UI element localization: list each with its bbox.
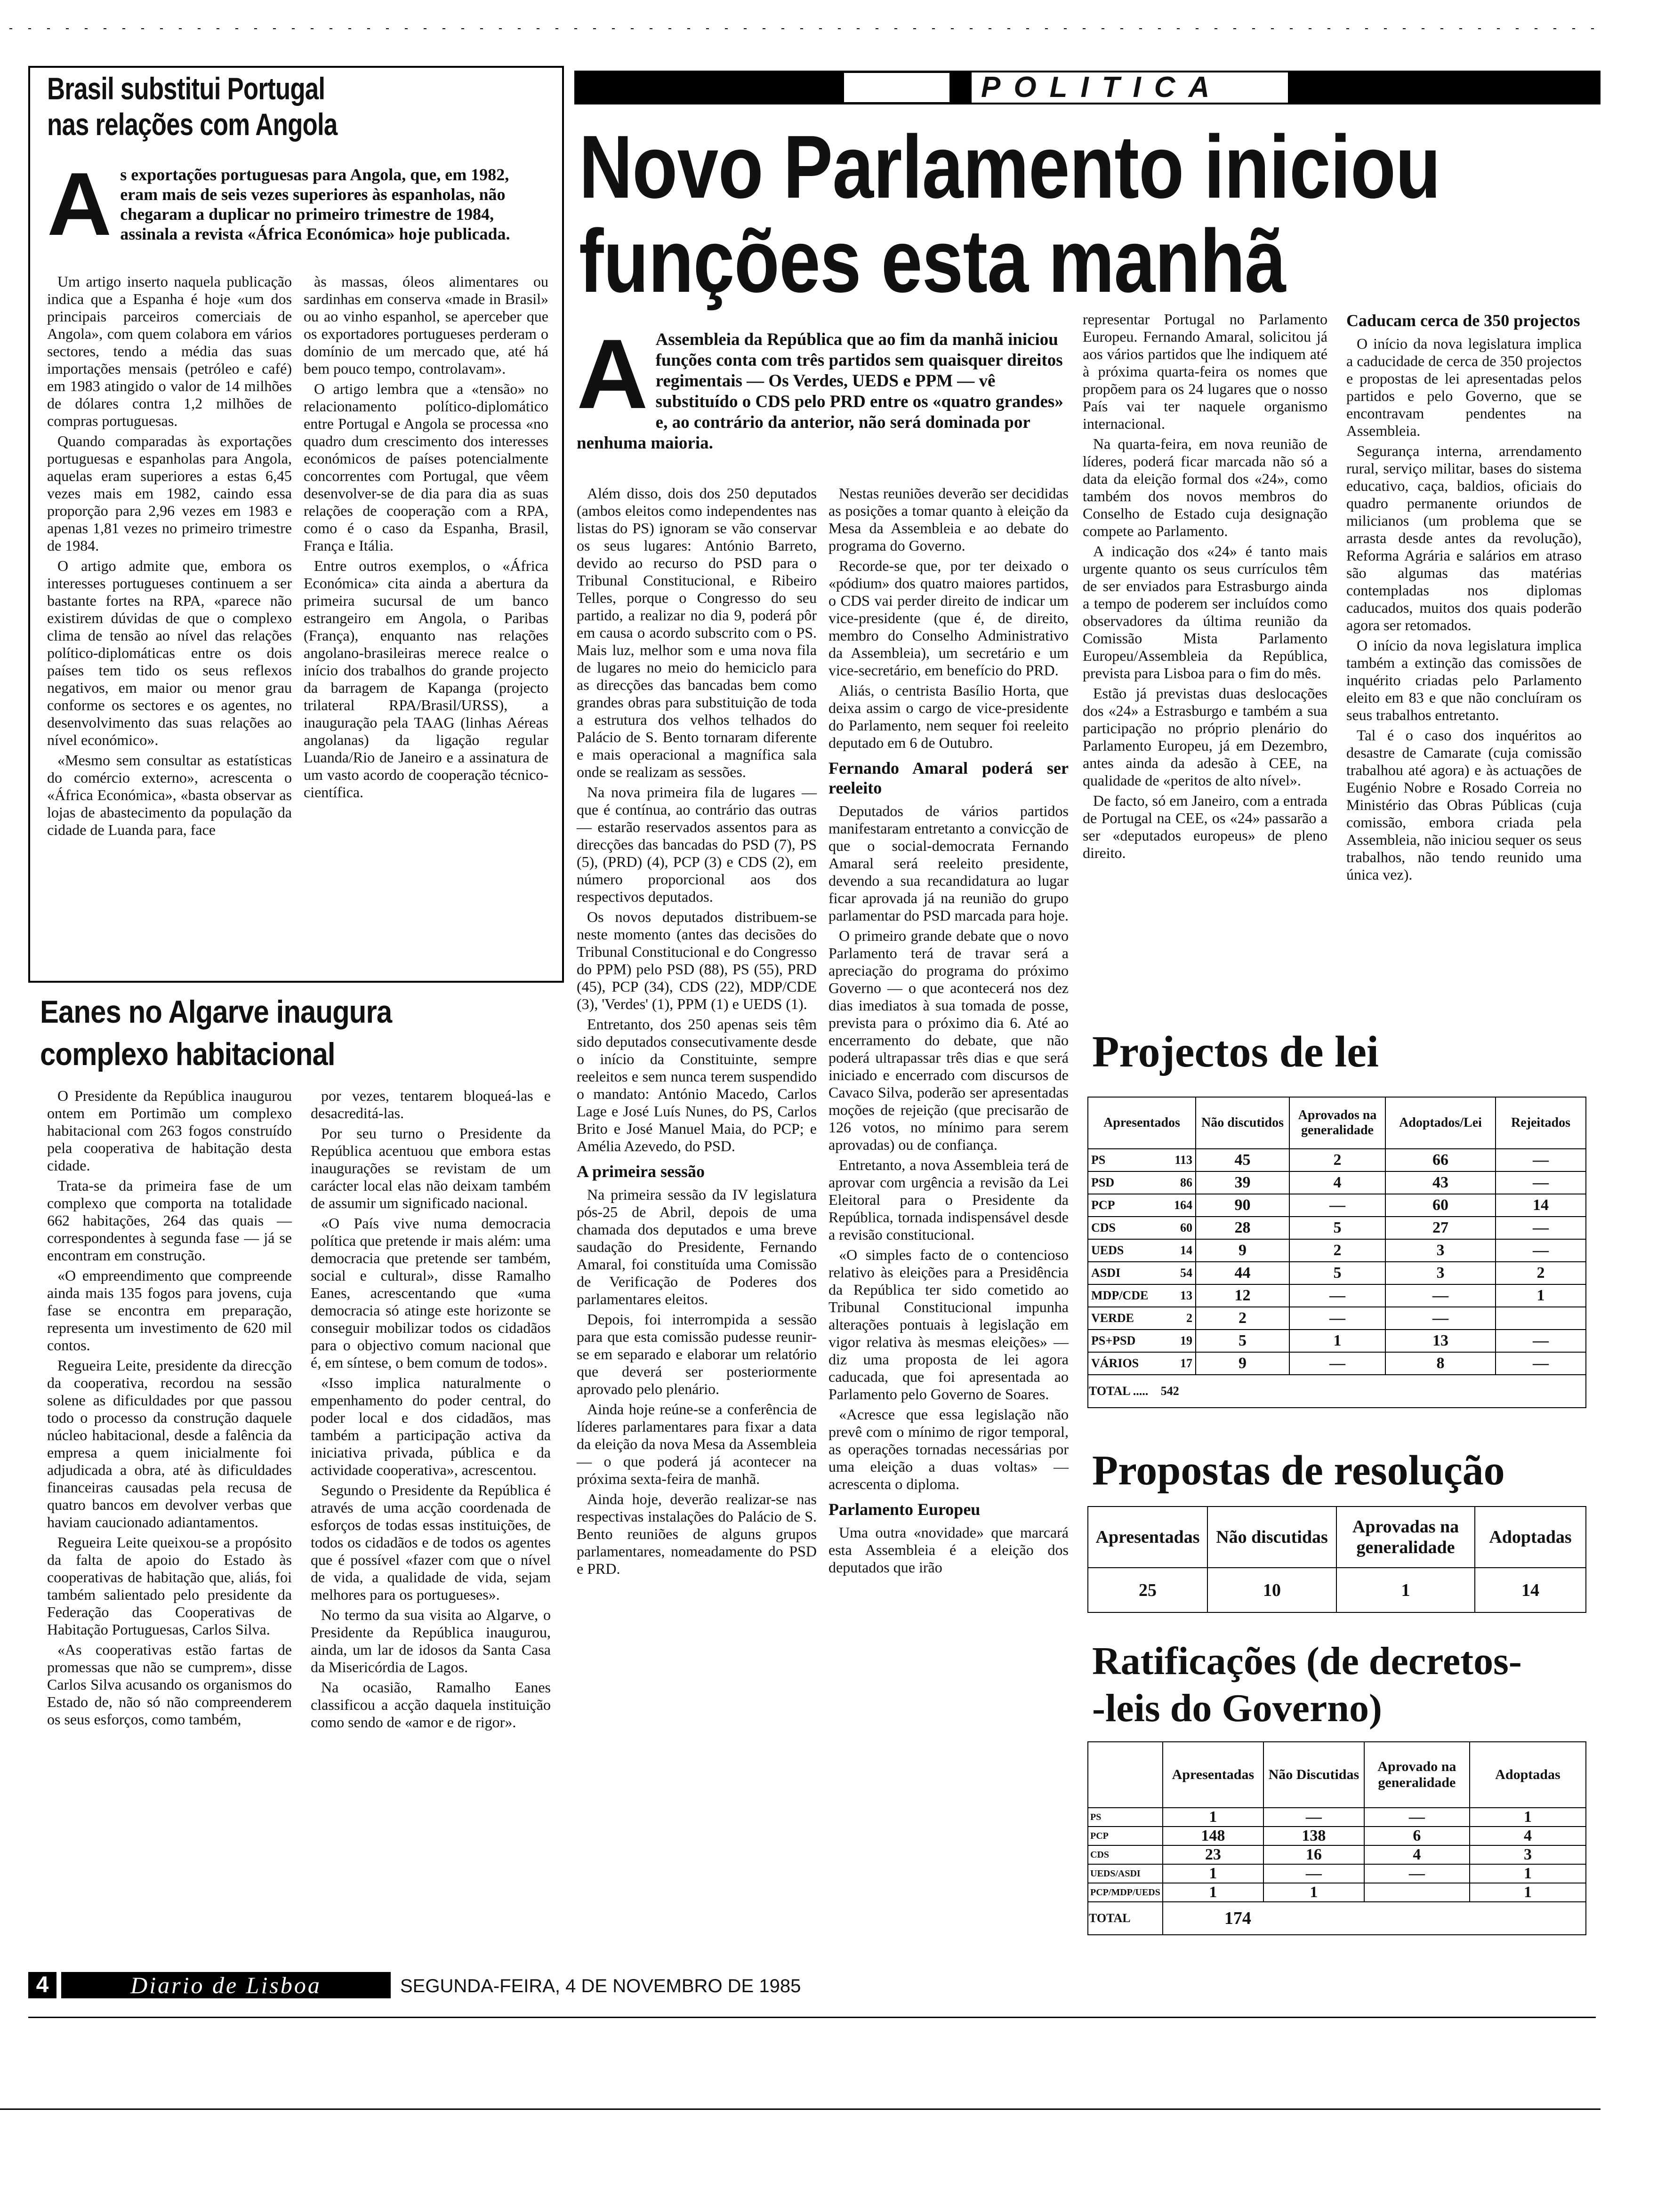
adoptadas-value: 3 [1470, 1845, 1586, 1864]
paragraph: Entre outros exemplos, o «África Económica» cita ainda a abertura da primeira sucursal de um banco estrangeiro em Angola, o Paribas (França), enquanto nas relações angolano-brasileiras merece realce o início dos trabalhos do grande projecto da barragem de Kapanga (projecto trilateral RPA/Brasil/URSS), a inauguração pela TAAG (linhas Aéreas angolanas) da ligação regular Luanda/Rio de Janeiro e a assinatura de um vasto acordo de cooperação técnico-científica. [304, 557, 548, 801]
aprovado-value: 4 [1364, 1845, 1470, 1864]
projectos-total [1088, 1375, 1586, 1408]
paragraph: O artigo lembra que a «tensão» no relacionamento político-diplomático entre Portugal e Angola se processa «no quadro dum crescimento dos interesses económicos de países potencialmente concorrentes com Portugal, que vêem desenvolver-se de dia para dia as suas relações de cooperação com a RPA, como é o caso da Espanha, Brasil, França e Itália. [304, 380, 548, 554]
article-brasil-headline-1: Brasil substitui Portugal [47, 71, 325, 106]
paragraph: Depois, foi interrompida a sessão para que esta comissão pudesse reunir-se em separado e elaborar um relatório que deverá ser posteriormente aprovado pelo plenário. [577, 1311, 817, 1397]
party-label: PCP/MDP/UEDS [1088, 1883, 1163, 1902]
table-row [1088, 1864, 1586, 1883]
nao-discutidas-value: 1 [1263, 1883, 1364, 1902]
nao-discutidos-value: 12 [1196, 1284, 1289, 1307]
table-row [1088, 1217, 1586, 1239]
paragraph: A indicação dos «24» é tanto mais urgente quanto os seus currículos têm de ser enviados para Estrasburgo ainda a tempo de poderem ser incluídos como observadores da última reunião da Comissão Mista Parlamento Europeu/Assembleia da República, prevista para Lisboa para o fim do mês. [1083, 543, 1327, 681]
paragraph: Nestas reuniões deverão ser decididas as posições a tomar quanto à eleição da Mesa da Assembleia e ao debate do programa do Governo. [828, 485, 1069, 554]
paragraph: O Presidente da República inaugurou ontem em Portimão um complexo habitacional com 263 fogos construído pela cooperativa de habitação desta cidade. [47, 1087, 292, 1174]
article-brasil-lead: s exportações portuguesas para Angola, que, em 1982, eram mais de seis vezes superiores às espanholas, não chegaram a duplicar no primeiro trimestre de 1984, assinala a revista «África Económica» hoje publicada. [120, 165, 510, 243]
paragraph: Estão já previstas duas deslocações dos «24» a Estrasburgo e também a sua participação no próprio plenário do Parlamento Europeu, já em Dezembro, antes ainda da adesão à CEE, na qualidade de «peritos de alto nível». [1083, 685, 1327, 789]
paragraph: Uma outra «novidade» que marcará esta Assembleia é a eleição dos deputados que irão [828, 1524, 1069, 1576]
paragraph: Um artigo inserto naquela publicação indica que a Espanha é hoje «um dos principais parceiros comerciais de Angola», com quem colabora em vários sectores, tendo a média das suas importações mensais (petróleo e café) em 1983 atingido o valor de 14 milhões de dólares contra 1,2 milhões de compras portuguesas. [47, 273, 292, 429]
aprovados-value: 2 [1289, 1239, 1385, 1262]
paragraph: Entretanto, dos 250 apenas seis têm sido deputados consecutivamente desde o início da Constituinte, sempre reeleitos e sem nunca terem suspendido o mandato: António Macedo, Carlos Lage e José Luís Nunes, do PS, Carlos Brito e José Manuel Maia, do PCP; e Amélia Azevedo, do PSD. [577, 1016, 817, 1154]
header-apresentadas: Apresentadas [1163, 1742, 1263, 1808]
subhead-caducam: Caducam cerca de 350 projectos [1346, 311, 1580, 330]
subhead-primeira-sessao: A primeira sessão [577, 1162, 705, 1181]
paragraph: O início da nova legislatura implica a caducidade de cerca de 350 projectos e propostas de lei apresentadas pelos partidos e pelo Governo, que se encontravam pendentes na Assembleia. [1346, 335, 1582, 439]
main-col3 [1083, 311, 1327, 865]
table-row [1088, 1883, 1586, 1902]
value-nao-discutidas: 10 [1207, 1568, 1336, 1612]
table-row [1088, 1352, 1586, 1375]
article-eanes-col2 [311, 1087, 551, 1734]
rejeitados-value: — [1496, 1149, 1586, 1171]
nao-discutidos-value: 5 [1196, 1330, 1289, 1352]
top-dotted-rule [9, 28, 1601, 29]
rejeitados-value: 14 [1496, 1194, 1586, 1217]
rejeitados-value: — [1496, 1330, 1586, 1352]
row-party-cell [1088, 1171, 1196, 1194]
paragraph: «O empreendimento que compreende ainda mais 135 fogos para jovens, cuja fase se encontra em preparação, representa um investimento de 620 mil contos. [47, 1267, 292, 1354]
party-label: VÁRIOS [1091, 1356, 1139, 1370]
adoptadas-value: 1 [1470, 1808, 1586, 1827]
row-party-cell [1088, 1149, 1196, 1171]
section-logo [843, 72, 951, 104]
apresentadas-value: 148 [1163, 1827, 1263, 1845]
aprovados-value: — [1289, 1307, 1385, 1330]
aprovados-value: 2 [1289, 1149, 1385, 1171]
total-value: 174 [1163, 1902, 1586, 1935]
apresentados-value: 164 [1174, 1198, 1192, 1212]
rejeitados-value [1496, 1307, 1586, 1330]
aprovados-value: — [1289, 1194, 1385, 1217]
row-party-cell [1088, 1307, 1196, 1330]
aprovados-value: 4 [1289, 1171, 1385, 1194]
paragraph: «Acresce que essa legislação não prevê com o mínimo de rigor temporal, as operações tornadas necessárias por uma eleição a duas voltas» — acrescenta o diploma. [828, 1406, 1069, 1492]
aprovado-value: — [1364, 1808, 1470, 1827]
paragraph: Na primeira sessão da IV legislatura pós-25 de Abril, depois de uma chamada dos deputados e uma breve saudação do Presidente, Fernando Amaral, foi constituída uma Comissão de Verificação de Poderes dos parlamentares eleitos. [577, 1186, 817, 1307]
footer-rule [28, 2017, 1596, 2018]
row-party-cell [1088, 1239, 1196, 1262]
header-aprovados: Aprovados na generalidade [1289, 1097, 1385, 1149]
apresentados-value: 113 [1174, 1153, 1192, 1167]
paragraph: «O simples facto de o contencioso relativo às eleições para a Presidência da República ter sido cometido ao Tribunal Constitucional impunha alterações pontuais à legislação em vigor relativa às mesmas eleições» — diz uma proposta de lei agora caducada, que foi apresentada ao Parlamento pelo Governo de Soares. [828, 1246, 1069, 1403]
nao-discutidos-value: 45 [1196, 1149, 1289, 1171]
table-row [1088, 1330, 1586, 1352]
main-col2 [828, 485, 1069, 1579]
adoptados-value: 8 [1385, 1352, 1496, 1375]
article-brasil-dropcap: A [47, 154, 112, 254]
nao-discutidos-value: 90 [1196, 1194, 1289, 1217]
nao-discutidos-value: 9 [1196, 1352, 1289, 1375]
paragraph: «O País vive numa democracia política que pretende ir mais além: uma democracia que pretende ser também, social e cultural», disse Ramalho Eanes, acrescentando que «uma democracia só atinge este horizonte se conseguir mobilizar todos os cidadãos para o objectivo comum nacional que é, em síntese, o bem comum de todos». [311, 1215, 551, 1371]
paragraph: No termo da sua visita ao Algarve, o Presidente da República inaugurou, ainda, um lar de idosos da Santa Casa da Misericórdia de Lagos. [311, 1606, 551, 1675]
subhead-parlamento-europeu: Parlamento Europeu [828, 1500, 981, 1519]
row-party-cell [1088, 1284, 1196, 1307]
article-brasil-lead-block [47, 154, 546, 254]
nao-discutidas-value: — [1263, 1808, 1364, 1827]
paragraph: Tal é o caso dos inquéritos ao desastre de Camarate (cuja comissão trabalhou até agora) e às actuações de Eugénio Nobre e Rosado Correia no Ministério das Obras Públicas (cuja comissão, embora criada pela Assembleia, não iniciou sequer os seus trabalhos, não tendo reunido uma única vez). [1346, 727, 1582, 883]
party-label: PS [1088, 1808, 1163, 1827]
paragraph: Trata-se da primeira fase de um complexo que comporta na totalidade 662 habitações, 264 das quais — correspondentes à segunda fase — já se encontram em construção. [47, 1177, 292, 1264]
paragraph: Recorde-se que, por ter deixado o «pódium» dos quatro maiores partidos, o CDS vai perder direito de indicar um vice-presidente (que é, de direito, membro do Conselho Administrativo da Assembleia), um secretário e um vice-secretário, em benefício do PRD. [828, 557, 1069, 679]
row-party-cell [1088, 1217, 1196, 1239]
article-brasil-col2 [304, 273, 548, 804]
table-row [1088, 1307, 1586, 1330]
adoptados-value: 13 [1385, 1330, 1496, 1352]
header-adoptados: Adoptados/Lei [1385, 1097, 1496, 1149]
paragraph: Regueira Leite queixou-se a propósito da falta de apoio do Estado às cooperativas de habitação que, aliás, foi também salientado pelo presidente da Federação das Cooperativas de Habitação Portuguesas, Carlos Silva. [47, 1534, 292, 1638]
party-label: MDP/CDE [1091, 1289, 1149, 1302]
header-adoptadas: Adoptadas [1475, 1507, 1586, 1568]
party-label: CDS [1091, 1221, 1116, 1234]
paragraph: O artigo admite que, embora os interesses portugueses continuem a ser bastante fortes na RPA, «parece não existirem dúvidas de que o complexo clima de tensão ao nível das relações político-diplomáticas entre os dois países tem tido os seus reflexos negativos, em maior ou menor grau conforme os sectores e os agentes, no desenvolvimento das suas relações ao nível económico». [47, 557, 292, 748]
paragraph: «Isso implica naturalmente o empenhamento do poder central, do poder local e dos cidadãos, mas também a participação activa da iniciativa privada, pública e da actividade cooperativa», acrescentou. [311, 1374, 551, 1478]
bottom-rule [0, 2108, 1601, 2110]
aprovados-value: 5 [1289, 1217, 1385, 1239]
article-eanes-headline-2: complexo habitacional [40, 1036, 335, 1072]
row-party-cell [1088, 1330, 1196, 1352]
nao-discutidos-value: 9 [1196, 1239, 1289, 1262]
apresentados-value: 2 [1186, 1311, 1192, 1325]
footer-page-number: 4 [28, 1972, 56, 1998]
paragraph: Segurança interna, arrendamento rural, serviço militar, bases do sistema educativo, caça, baldios, oficiais do quadro permanente oriundos de milicianos (um problema que se arrasta desde antes da revolução), Reforma Agrária e salários em atraso são algumas das matérias contempladas nos diplomas caducados, muitos dos quais poderão agora ser retomados. [1346, 442, 1582, 633]
paragraph: Deputados de vários partidos manifestaram entretanto a convicção de que o social-democrata Fernando Amaral será reeleito presidente, devendo a sua recandidatura ao lugar ficar aprovada já na reunião do grupo parlamentar do PSD marcada para hoje. [828, 802, 1069, 924]
ratificacoes-table [1087, 1741, 1586, 1935]
adoptados-value: — [1385, 1284, 1496, 1307]
rejeitados-value: — [1496, 1352, 1586, 1375]
adoptados-value: 27 [1385, 1217, 1496, 1239]
header-adoptadas: Adoptadas [1470, 1742, 1586, 1808]
adoptados-value: — [1385, 1307, 1496, 1330]
value-aprovadas: 1 [1336, 1568, 1475, 1612]
article-brasil-col1 [47, 273, 292, 842]
party-label: CDS [1088, 1845, 1163, 1864]
paragraph: representar Portugal no Parlamento Europeu. Fernando Amaral, solicitou já aos vários partidos que lhe indiquem até à próxima quarta-feira os nomes que propõem para os 24 lugares que o nosso País vai ter naquele organismo internacional. [1083, 311, 1327, 432]
total-value: 542 [1160, 1384, 1179, 1398]
paragraph: Na ocasião, Ramalho Eanes classificou a acção daquela instituição como sendo de «amor e de rigor». [311, 1679, 551, 1731]
adoptados-value: 60 [1385, 1194, 1496, 1217]
table-row [1088, 1194, 1586, 1217]
paragraph: Aliás, o centrista Basílio Horta, que deixa assim o cargo de vice-presidente do Parlamento, nem sequer foi reeleito deputado em 6 de Outubro. [828, 682, 1069, 751]
adoptadas-value: 1 [1470, 1883, 1586, 1902]
value-apresentadas: 25 [1088, 1568, 1207, 1612]
header-nao-discutidas: Não discutidas [1207, 1507, 1336, 1568]
paragraph: Quando comparadas às exportações portuguesas e espanholas para Angola, aquelas eram superiores a estas 6,45 vezes mais em 1982, caindo essa proporção para 2,96 vezes em 1983 e apenas 1,81 vezes no primeiro trimestre de 1984. [47, 433, 292, 554]
rejeitados-value: — [1496, 1171, 1586, 1194]
paragraph: O primeiro grande debate que o novo Parlamento terá de travar será a apreciação do programa do próximo Governo — o que acontecerá nos dez dias imediatos à sua tomada de posse, prevista para o próximo dia 6. Até ao encerramento do debate, que não poderá ultrapassar três dias e que será iniciado e encerrado com discursos de Cavaco Silva, poderão ser apresentadas moções de rejeição (que precisarão de 126 votos, no mínimo para serem aprovadas) ou de confiança. [828, 927, 1069, 1153]
nao-discutidos-value: 44 [1196, 1262, 1289, 1284]
propostas-table [1087, 1506, 1586, 1613]
aprovados-value: — [1289, 1284, 1385, 1307]
empty-header [1088, 1742, 1163, 1808]
paragraph: por vezes, tentarem bloqueá-las e desacreditá-las. [311, 1087, 551, 1122]
table-row [1088, 1262, 1586, 1284]
ratificacoes-title-1: Ratificações (de decretos- [1092, 1639, 1522, 1683]
main-headline-2: funções esta manhã [579, 211, 1286, 311]
article-brasil-headline-2: nas relações com Angola [47, 107, 338, 142]
nao-discutidos-value: 39 [1196, 1171, 1289, 1194]
main-lead-block [577, 319, 1066, 454]
apresentados-value: 86 [1180, 1176, 1192, 1189]
main-dropcap: A [577, 319, 648, 429]
total-label: TOTAL ..... [1089, 1384, 1149, 1398]
paragraph: Regueira Leite, presidente da direcção da cooperativa, recordou na sessão solene as dificuldades por que passou todo o processo da construção daquele núcleo habitacional, desde a falência da empresa a quem inicialmente foi adjudicada a obra, até às dificuldades financeiras causadas pela recusa de quatro bancos em devolver verbas que haviam caucionado adiantamentos. [47, 1357, 292, 1531]
table-row [1088, 1149, 1586, 1171]
party-label: PCP [1088, 1827, 1163, 1845]
row-party-cell [1088, 1194, 1196, 1217]
party-label: PS+PSD [1091, 1334, 1136, 1347]
paragraph: Além disso, dois dos 250 deputados (ambos eleitos como independentes nas listas do PS) ignoram se vão conservar os seus lugares: António Barreto, devido ao recurso do PSD para o Tribunal Constitucional, e Ribeiro Telles, porque o Congresso do seu partido, a realizar no dia 9, poderá pôr em causa o acordo subscrito com o PS. Mais luz, melhor som e uma nova fila de lugares no meio do hemiciclo para as direcções das bancadas bem como grandes obras para substituição de toda a estrutura dos velhos telhados do Palácio de S. Bento tornaram diferente e mais operacional a magnífica sala onde se realizam as sessões. [577, 485, 817, 780]
ratificacoes-title-2: -leis do Governo) [1092, 1686, 1382, 1730]
apresentados-value: 60 [1180, 1221, 1192, 1234]
ratificacoes-rows [1088, 1808, 1586, 1902]
paragraph: De facto, só em Janeiro, com a entrada de Portugal na CEE, os «24» passarão a ser «deputados europeus» de pleno direito. [1083, 792, 1327, 861]
main-lead: Assembleia da República que ao fim da manhã iniciou funções conta com três partidos sem quaisquer direitos regimentais — Os Verdes, UEDS e PPM — vê substituído o CDS pelo PRD entre os «quatro grandes» e, ao contrário da anterior, não será dominada por nenhuma maioria. [577, 330, 1063, 453]
paragraph: Os novos deputados distribuem-se neste momento (antes das decisões do Tribunal Constitucional e do Congresso do PPM) pelo PSD (88), PS (55), PRD (45), PCP (34), CDS (22), MDP/CDE (3), 'Verdes' (1), PPM (1) e UEDS (1). [577, 908, 817, 1012]
aprovados-value: 1 [1289, 1330, 1385, 1352]
paragraph: Segundo o Presidente da República é através de uma acção coordenada de esforços de todas essas instituições, de todos os cidadãos e de todos os agentes que é possível «fazer com que o nível de vida, a qualidade de vida, sejam melhores para os portugueses». [311, 1482, 551, 1603]
article-eanes-headline-1: Eanes no Algarve inaugura [40, 994, 392, 1030]
header-aprovado: Aprovado na generalidade [1364, 1742, 1470, 1808]
row-party-cell [1088, 1352, 1196, 1375]
rejeitados-value: 1 [1496, 1284, 1586, 1307]
apresentados-value: 14 [1180, 1243, 1192, 1257]
paragraph: Por seu turno o Presidente da República acentuou que embora estas inaugurações se revistam de um carácter local elas não deixam também de assumir um significado nacional. [311, 1125, 551, 1211]
propostas-title: Propostas de resolução [1092, 1447, 1505, 1494]
paragraph: Entretanto, a nova Assembleia terá de aprovar com urgência a revisão da Lei Eleitoral para o Presidente da República, tornada indispensável desde a revisão constitucional. [828, 1156, 1069, 1243]
party-label: PSD [1091, 1176, 1115, 1189]
adoptadas-value: 4 [1470, 1827, 1586, 1845]
paragraph: Na quarta-feira, em nova reunião de líderes, poderá ficar marcada não só a data da eleição formal dos «24», como também dos novos membros do Conselho de Estado cuja designação compete ao Parlamento. [1083, 435, 1327, 539]
aprovado-value [1364, 1883, 1470, 1902]
header-nao-discutidos: Não discutidos [1196, 1097, 1289, 1149]
nao-discutidos-value: 28 [1196, 1217, 1289, 1239]
table-row [1088, 1171, 1586, 1194]
paragraph: «As cooperativas estão fartas de promessas que não se cumprem», disse Carlos Silva acusando os organismos do Estado de, não só não compreenderem os seus esforços, como também, [47, 1641, 292, 1728]
total-label: TOTAL [1088, 1902, 1163, 1935]
apresentados-value: 13 [1180, 1289, 1192, 1302]
subhead-fernando-amaral: Fernando Amaral poderá ser reeleito [828, 759, 1069, 797]
apresentadas-value: 1 [1163, 1883, 1263, 1902]
table-row [1088, 1284, 1586, 1307]
paragraph: O início da nova legislatura implica também a extinção das comissões de inquérito criadas pelo Parlamento eleito em 83 e que não concluíram os seus trabalhos entretanto. [1346, 637, 1582, 723]
apresentadas-value: 1 [1163, 1864, 1263, 1883]
header-aprovadas: Aprovadas na generalidade [1336, 1507, 1475, 1568]
nao-discutidas-value: — [1263, 1864, 1364, 1883]
apresentadas-value: 1 [1163, 1808, 1263, 1827]
value-adoptadas: 14 [1475, 1568, 1586, 1612]
aprovados-value: — [1289, 1352, 1385, 1375]
header-apresentadas: Apresentadas [1088, 1507, 1207, 1568]
projectos-title: Projectos de lei [1092, 1027, 1379, 1076]
table-row [1088, 1845, 1586, 1864]
adoptados-value: 66 [1385, 1149, 1496, 1171]
footer-masthead: Diario de Lisboa [61, 1972, 391, 1998]
paragraph: «Mesmo sem consultar as estatísticas do comércio externo», acrescenta o «África Económica», «basta observar as lojas de abastecimento da população da cidade de Luanda para, face [47, 752, 292, 838]
adoptadas-value: 1 [1470, 1864, 1586, 1883]
main-headline-1: Novo Parlamento iniciou [579, 117, 1440, 217]
nao-discutidas-value: 16 [1263, 1845, 1364, 1864]
main-col4 [1346, 311, 1582, 886]
header-apresentados: Apresentados [1088, 1097, 1196, 1149]
table-row [1088, 1827, 1586, 1845]
table-row [1088, 1239, 1586, 1262]
article-eanes-col1 [47, 1087, 292, 1731]
rejeitados-value: — [1496, 1217, 1586, 1239]
nao-discutidas-value: 138 [1263, 1827, 1364, 1845]
apresentados-value: 54 [1180, 1266, 1192, 1280]
paragraph: Ainda hoje reúne-se a conferência de líderes parlamentares para fixar a data da eleição da nova Mesa da Assembleia — o que poderá já acontecer na próxima sexta-feira de manhã. [577, 1401, 817, 1487]
section-label: POLITICA [970, 71, 1290, 104]
header-rejeitados: Rejeitados [1496, 1097, 1586, 1149]
party-label: UEDS [1091, 1243, 1124, 1257]
adoptados-value: 43 [1385, 1171, 1496, 1194]
rejeitados-value: — [1496, 1239, 1586, 1262]
party-label: PCP [1091, 1198, 1115, 1212]
table-row [1088, 1808, 1586, 1827]
aprovado-value: — [1364, 1864, 1470, 1883]
party-label: UEDS/ASDI [1088, 1864, 1163, 1883]
party-label: PS [1091, 1153, 1106, 1167]
party-label: ASDI [1091, 1266, 1121, 1280]
paragraph: Ainda hoje, deverão realizar-se nas respectivas instalações do Palácio de S. Bento reuniões de alguns grupos parlamentares, nomeadamente do PSD e PRD. [577, 1491, 817, 1577]
projectos-rows [1088, 1149, 1586, 1375]
header-nao-discutidas: Não Discutidas [1263, 1742, 1364, 1808]
footer-date: SEGUNDA-FEIRA, 4 DE NOVEMBRO DE 1985 [400, 1976, 801, 1996]
aprovados-value: 5 [1289, 1262, 1385, 1284]
apresentados-value: 17 [1180, 1356, 1192, 1370]
row-party-cell [1088, 1262, 1196, 1284]
aprovado-value: 6 [1364, 1827, 1470, 1845]
adoptados-value: 3 [1385, 1239, 1496, 1262]
rejeitados-value: 2 [1496, 1262, 1586, 1284]
apresentadas-value: 23 [1163, 1845, 1263, 1864]
paragraph: às massas, óleos alimentares ou sardinhas em conserva «made in Brasil» ou ao vinho espanhol, se aperceber que os exportadores portugueses perderam o domínio de um mercado que, até há bem pouco tempo, controlavam». [304, 273, 548, 377]
apresentados-value: 19 [1180, 1334, 1192, 1347]
adoptados-value: 3 [1385, 1262, 1496, 1284]
main-col1 [577, 485, 817, 1580]
party-label: VERDE [1091, 1311, 1134, 1325]
projectos-table [1087, 1097, 1586, 1408]
nao-discutidos-value: 2 [1196, 1307, 1289, 1330]
paragraph: Na nova primeira fila de lugares — que é contínua, ao contrário das outras — estarão reservados assentos para as direcções das bancadas do PSD (7), PS (5), (PRD) (4), PCP (3) e CDS (2), em número proporcional aos dos respectivos deputados. [577, 784, 817, 905]
